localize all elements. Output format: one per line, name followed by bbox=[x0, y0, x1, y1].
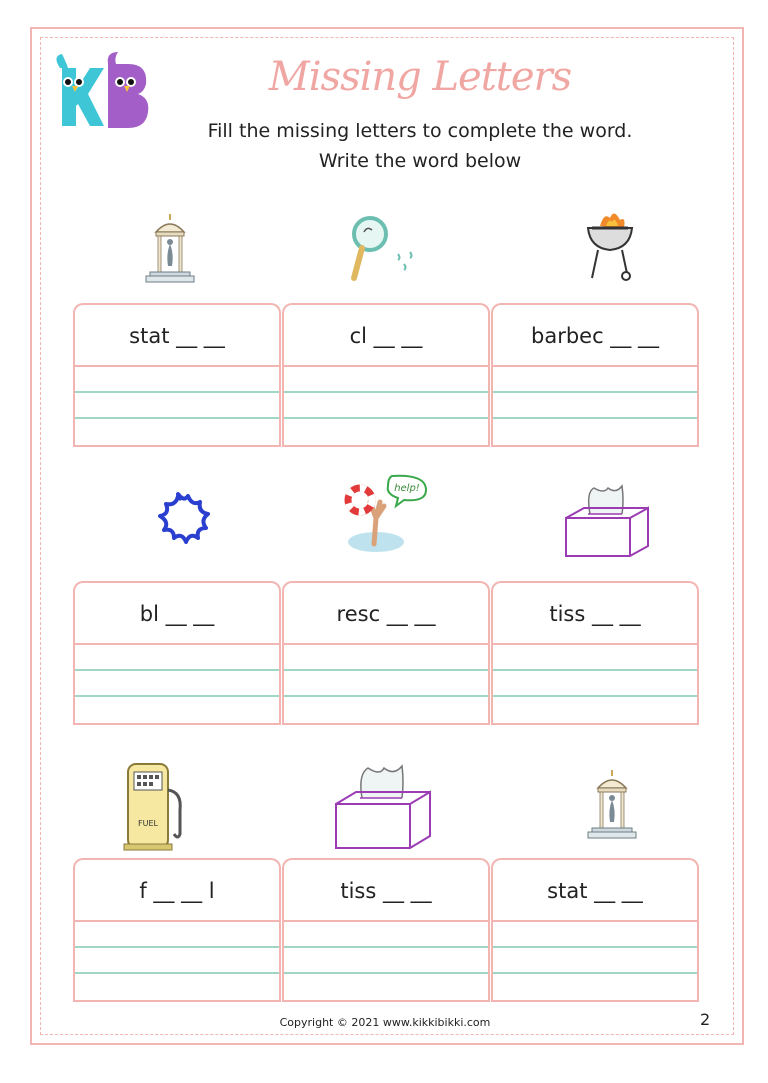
answer-writing-area[interactable] bbox=[73, 920, 281, 1002]
answer-writing-area[interactable] bbox=[73, 643, 281, 725]
word-cell bbox=[491, 858, 699, 1004]
word-cell bbox=[491, 303, 699, 449]
word-cell bbox=[282, 303, 490, 449]
word-prompt: tiss __ __ bbox=[282, 858, 490, 922]
help-bubble-text: help! bbox=[394, 483, 420, 494]
blue-splash-icon bbox=[138, 488, 218, 568]
kb-logo bbox=[50, 50, 160, 130]
word-prompt: bl __ __ bbox=[73, 581, 281, 645]
word-prompt: stat __ __ bbox=[491, 858, 699, 922]
answer-writing-area[interactable] bbox=[282, 365, 490, 447]
page-number: 2 bbox=[700, 1010, 711, 1029]
word-prompt: f __ __ l bbox=[73, 858, 281, 922]
tissue-box-icon bbox=[560, 484, 654, 558]
instruction-line-2: Write the word below bbox=[318, 150, 522, 172]
answer-writing-area[interactable] bbox=[491, 365, 699, 447]
word-row-3 bbox=[73, 858, 699, 1004]
word-cell bbox=[73, 858, 281, 1004]
answer-writing-area[interactable] bbox=[491, 920, 699, 1002]
word-prompt: resc __ __ bbox=[282, 581, 490, 645]
page-title: Missing Letters bbox=[268, 54, 572, 100]
answer-writing-area[interactable] bbox=[282, 920, 490, 1002]
instructions bbox=[150, 116, 690, 176]
gazebo-statue-icon bbox=[572, 766, 652, 846]
fuel-pump-icon bbox=[120, 760, 190, 852]
word-prompt: cl __ __ bbox=[282, 303, 490, 367]
word-prompt: stat __ __ bbox=[73, 303, 281, 367]
word-prompt: tiss __ __ bbox=[491, 581, 699, 645]
gazebo-statue-icon bbox=[130, 210, 210, 290]
answer-writing-area[interactable] bbox=[282, 643, 490, 725]
drowning-help-icon bbox=[330, 472, 430, 562]
instruction-line-1: Fill the missing letters to complete the word. bbox=[207, 120, 633, 142]
barbecue-grill-icon bbox=[570, 206, 650, 286]
word-cell bbox=[282, 581, 490, 727]
tissue-box-icon bbox=[330, 764, 436, 850]
word-cell bbox=[491, 581, 699, 727]
word-row-2 bbox=[73, 581, 699, 727]
answer-writing-area[interactable] bbox=[491, 643, 699, 725]
word-cell bbox=[73, 303, 281, 449]
copyright-footer: Copyright © 2021 www.kikkibikki.com bbox=[279, 1016, 491, 1029]
word-row-1 bbox=[73, 303, 699, 449]
word-cell bbox=[73, 581, 281, 727]
answer-writing-area[interactable] bbox=[73, 365, 281, 447]
magnifying-glass-icon bbox=[338, 208, 418, 288]
fuel-label: FUEL bbox=[138, 819, 158, 828]
word-cell bbox=[282, 858, 490, 1004]
word-prompt: barbec __ __ bbox=[491, 303, 699, 367]
